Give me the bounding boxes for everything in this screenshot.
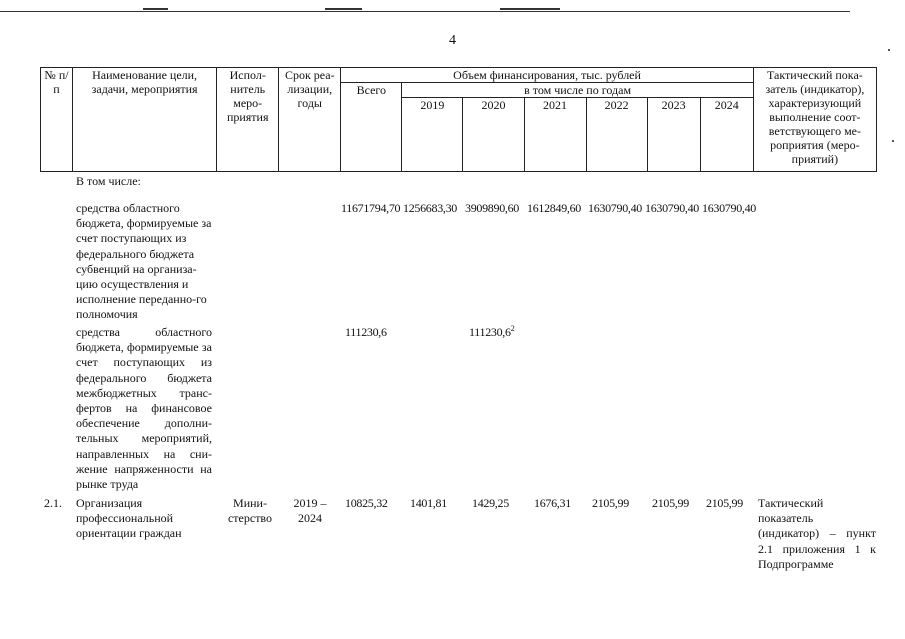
row2-total: 111230,6 (345, 325, 387, 339)
row1-total: 11671794,70 (341, 201, 401, 215)
row3-executor: Мини-стерство (227, 496, 273, 526)
footnote-mark: 2 (510, 324, 515, 333)
top-scan-line (0, 11, 850, 12)
row1-year: 1256683,30 (403, 201, 458, 215)
header-period: Срок реа-лизации, годы (279, 68, 341, 172)
including-label: В том числе: (76, 174, 141, 188)
top-scan-mark (143, 8, 168, 10)
page-number: 4 (449, 33, 456, 48)
header-financing: Объем финансирования, тыс. рублей (341, 68, 753, 83)
header-total: Всего (341, 83, 402, 172)
header-year: 2021 (524, 98, 586, 172)
header-executor: Испол-нитель меро-приятия (217, 68, 279, 172)
header-year: 2023 (647, 98, 700, 172)
row3-indicator: Тактический показатель (индикатор) – пункт 2.1 приложения 1 к Подпрограмме (758, 496, 876, 571)
financing-table-header (40, 67, 877, 172)
row3-year: 2105,99 (592, 496, 629, 510)
header-year: 2022 (586, 98, 647, 172)
header-indicator: Тактический пока-затель (индикатор), характеризующий выполнение соот-ветствующего ме-роприятия (меро-приятий) (753, 68, 876, 172)
header-year: 2024 (700, 98, 753, 172)
scan-dot (892, 140, 894, 142)
header-year: 2019 (402, 98, 463, 172)
row3-year: 2105,99 (652, 496, 689, 510)
row1-year: 1630790,40 (588, 201, 643, 215)
row3-num: 2.1. (44, 496, 62, 510)
row3-year: 2105,99 (706, 496, 743, 510)
header-year: 2020 (463, 98, 524, 172)
row2-text: средства областного бюджета, формируемые за счет поступающих из федерального бюджета межбюджетных транс-фертов на финансовое обеспечение дополни-тельных мероприятий, направленных на сни-жение напряженности на рынке труда (76, 325, 212, 492)
row1-year: 3909890,60 (465, 201, 520, 215)
row1-year: 1630790,40 (702, 201, 757, 215)
row3-year: 1401,81 (410, 496, 447, 510)
row3-year: 1676,31 (534, 496, 571, 510)
scan-dot (888, 49, 890, 51)
header-num: № п/п (41, 68, 73, 172)
row1-text: средства областного бюджета, формируемые за счет поступающих из федерального бюджета субвенций на организа-цию осуществления и исполнение переданно-го полномочия (76, 201, 212, 322)
header-name: Наименование цели, задачи, мероприятия (73, 68, 217, 172)
top-scan-mark (500, 8, 560, 10)
row1-year: 1612849,60 (527, 201, 582, 215)
row1-year: 1630790,40 (645, 201, 700, 215)
header-by-years: в том числе по годам (402, 83, 753, 98)
row3-text: Организация профессиональной ориентации граждан (76, 496, 182, 541)
row3-year: 1429,25 (472, 496, 509, 510)
top-scan-mark (325, 8, 362, 10)
row3-total: 10825,32 (345, 496, 388, 510)
row3-period: 2019 – 2024 (293, 496, 327, 526)
row2-year-2020: 111230,6$^2$ (469, 324, 515, 339)
